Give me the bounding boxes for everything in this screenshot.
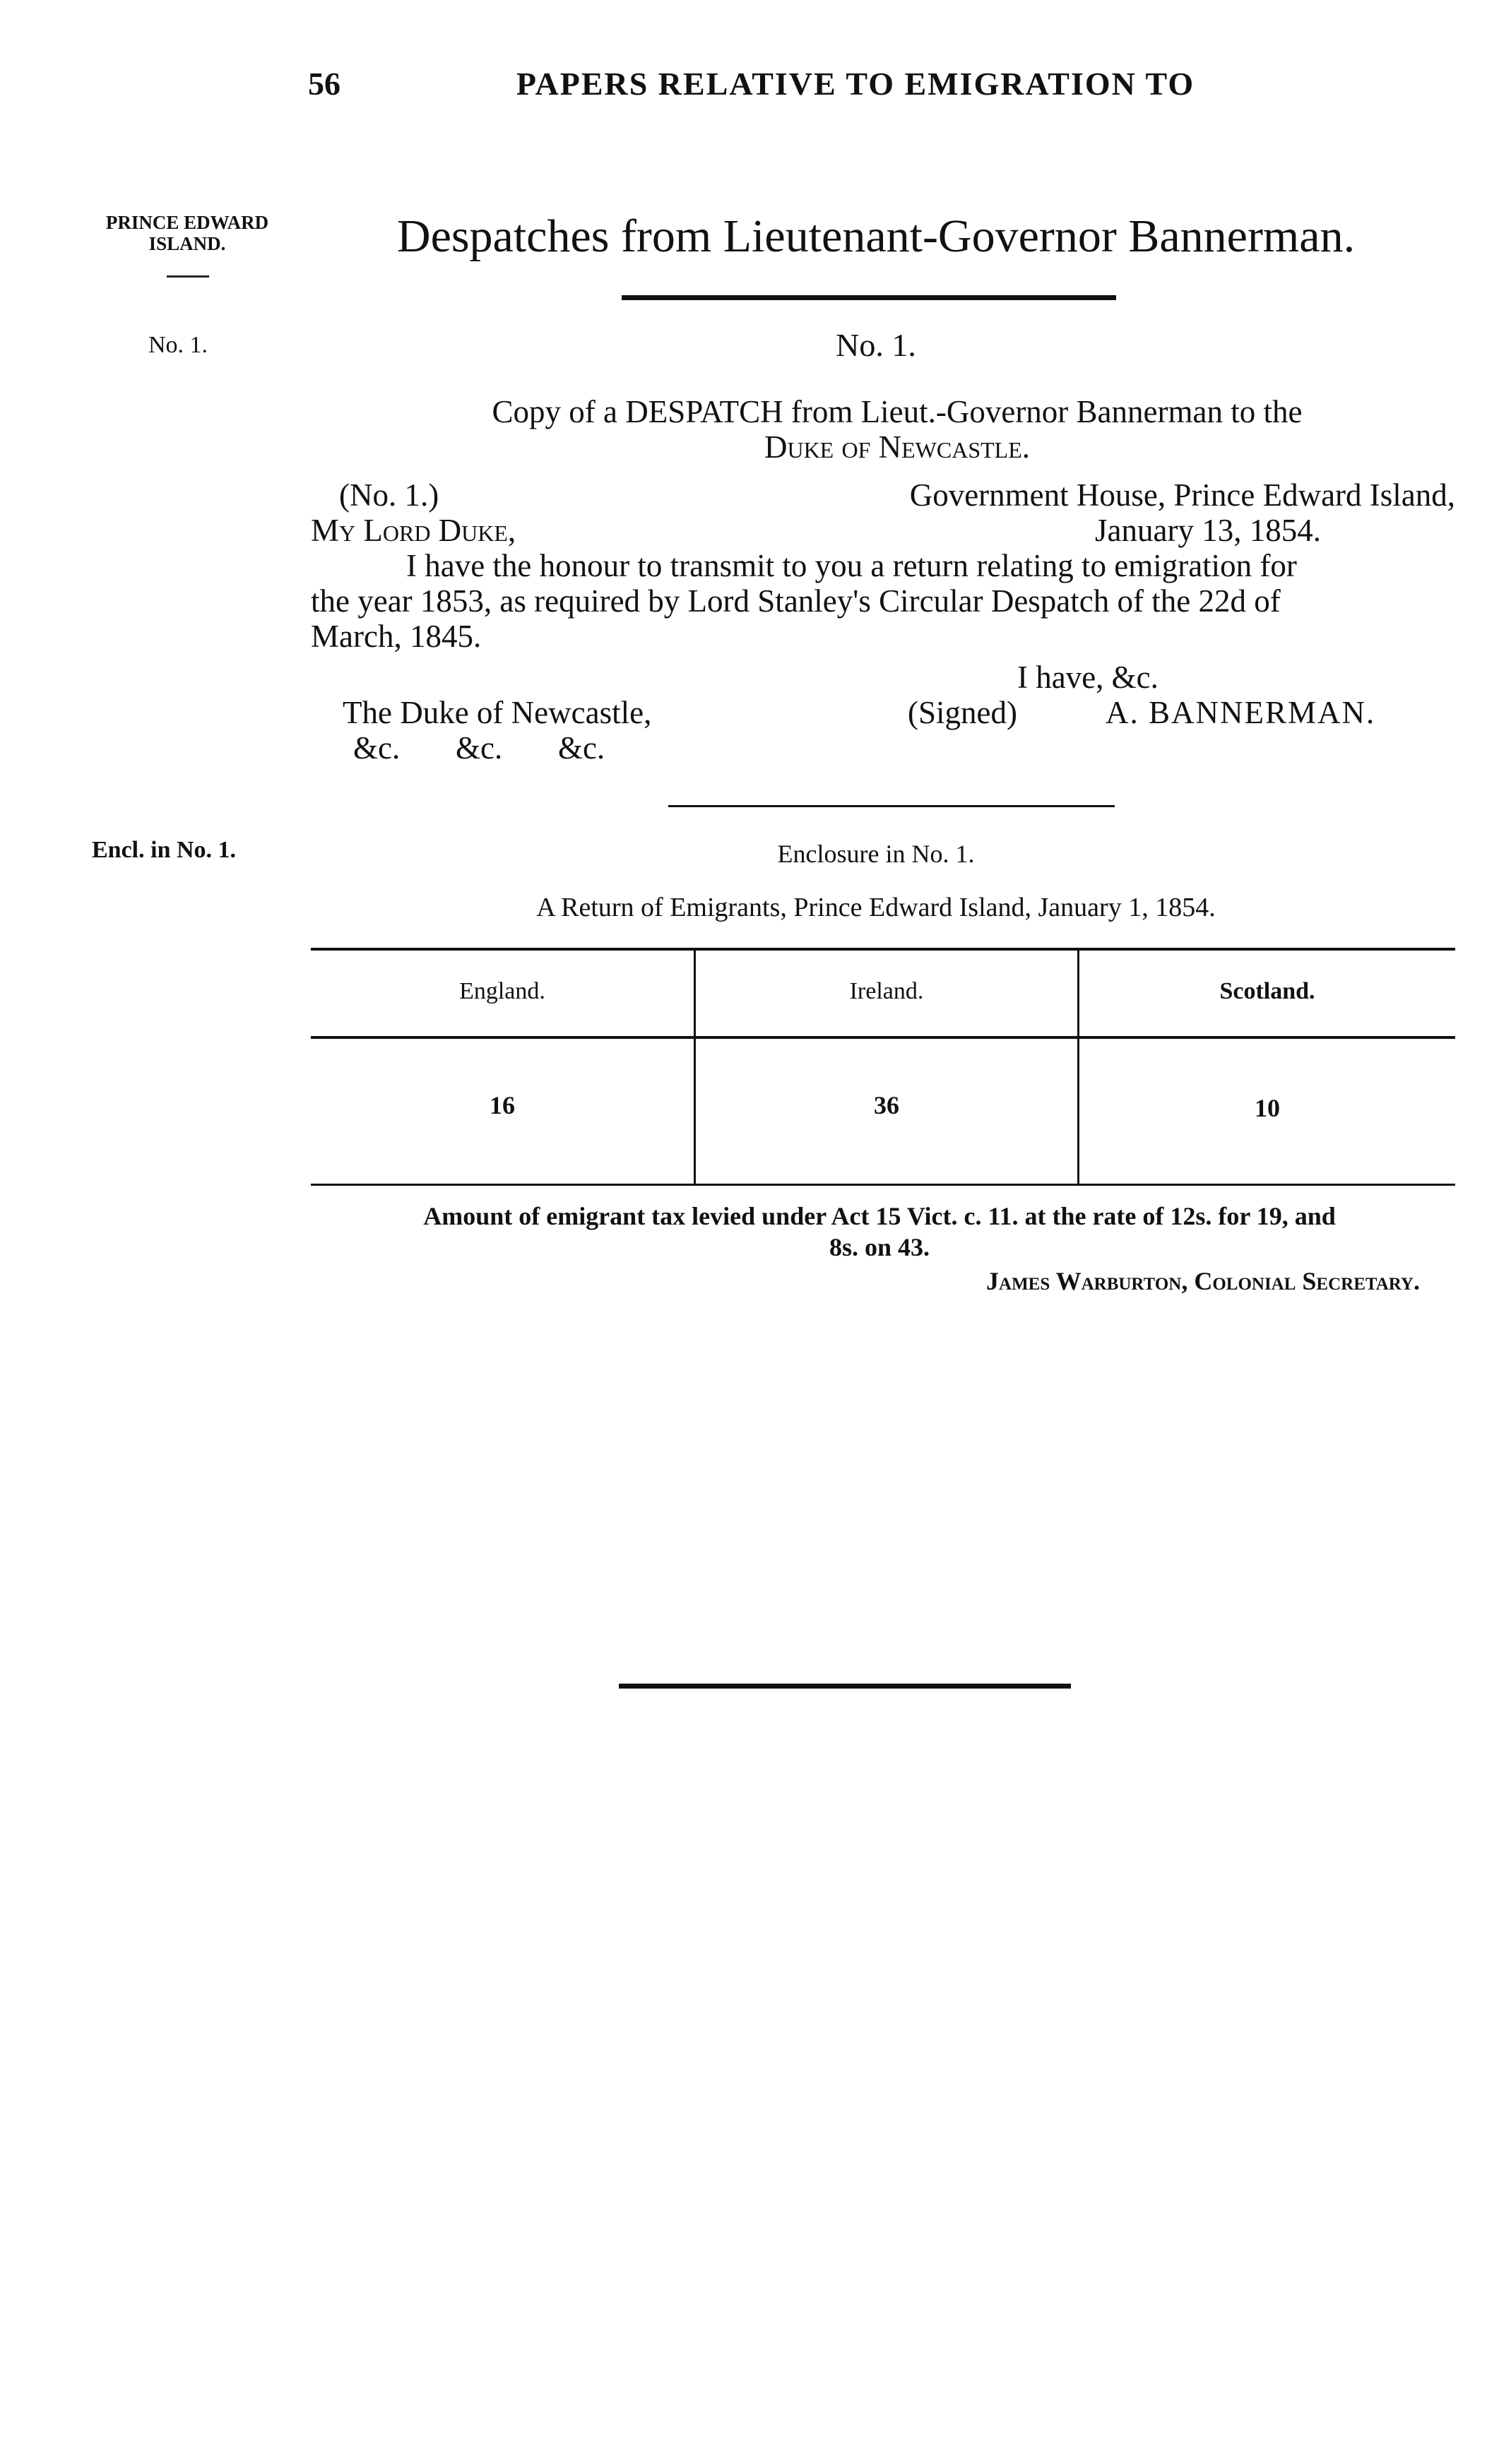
title-rule [622,295,1116,300]
table-header-rule [311,1036,1455,1039]
page-number: 56 [308,66,340,102]
margin-region-line1: PRINCE EDWARD [105,212,269,233]
margin-enclosure-ref: Encl. in No. 1. [92,837,237,863]
despatch-signatory: A. BANNERMAN. [1106,695,1376,730]
page-end-rule [619,1684,1071,1689]
tax-note-line1: Amount of emigrant tax levied under Act 15 Vict. c. 11. at the rate of 12s. for 19, and [423,1202,1336,1230]
despatch-etc: &c. &c. &c. [353,730,605,766]
margin-rule [167,275,209,278]
margin-region-line2: ISLAND. [148,233,226,254]
tax-note [304,1201,1455,1263]
running-head: PAPERS RELATIVE TO EMIGRATION TO [516,66,1195,102]
enclosure-title: Enclosure in No. 1. [777,840,975,868]
table-caption: A Return of Emigrants, Prince Edward Island, January 1, 1854. [536,893,1216,922]
despatch-number: No. 1. [836,327,916,363]
despatch-heading-line1: Copy of a DESPATCH from Lieut.-Governor Bannerman to the [492,394,1303,429]
table-header-england: England. [459,978,545,1004]
emigrants-table [311,948,1455,1188]
margin-despatch-ref: No. 1. [148,332,208,358]
table-cell-england: 16 [490,1091,515,1119]
table-header-ireland: Ireland. [849,978,924,1004]
despatch-date: January 13, 1854. [1095,513,1321,548]
despatch-ref-no: (No. 1.) [339,477,439,513]
despatch-end-rule [668,805,1115,807]
despatch-body-line3: March, 1845. [311,619,482,654]
despatch-addressee: The Duke of Newcastle, [343,695,652,730]
despatch-heading [367,394,1427,465]
enclosure-signature: James Warburton, Colonial Secretary. [986,1267,1420,1295]
margin-region-note [71,212,304,254]
despatch-signed: (Signed) [908,695,1017,730]
despatch-closing: I have, &c. [1017,660,1159,695]
table-cell-scotland: 10 [1255,1094,1280,1122]
despatch-address: Government House, Prince Edward Island, [909,477,1455,513]
table-header-scotland: Scotland. [1219,978,1315,1004]
despatch-heading-line2: Duke of Newcastle. [764,429,1031,465]
despatch-body-line1: I have the honour to transmit to you a return relating to emigration for [406,548,1297,583]
despatch-salutation: My Lord Duke, [311,513,516,548]
table-top-rule [311,948,1455,951]
section-title: Despatches from Lieutenant-Governor Bannerman. [396,210,1356,262]
tax-note-line2: 8s. on 43. [829,1233,930,1261]
table-bottom-rule [311,1184,1455,1186]
table-cell-ireland: 36 [874,1091,899,1119]
despatch-body-line2: the year 1853, as required by Lord Stanley's Circular Despatch of the 22d of [311,583,1281,619]
